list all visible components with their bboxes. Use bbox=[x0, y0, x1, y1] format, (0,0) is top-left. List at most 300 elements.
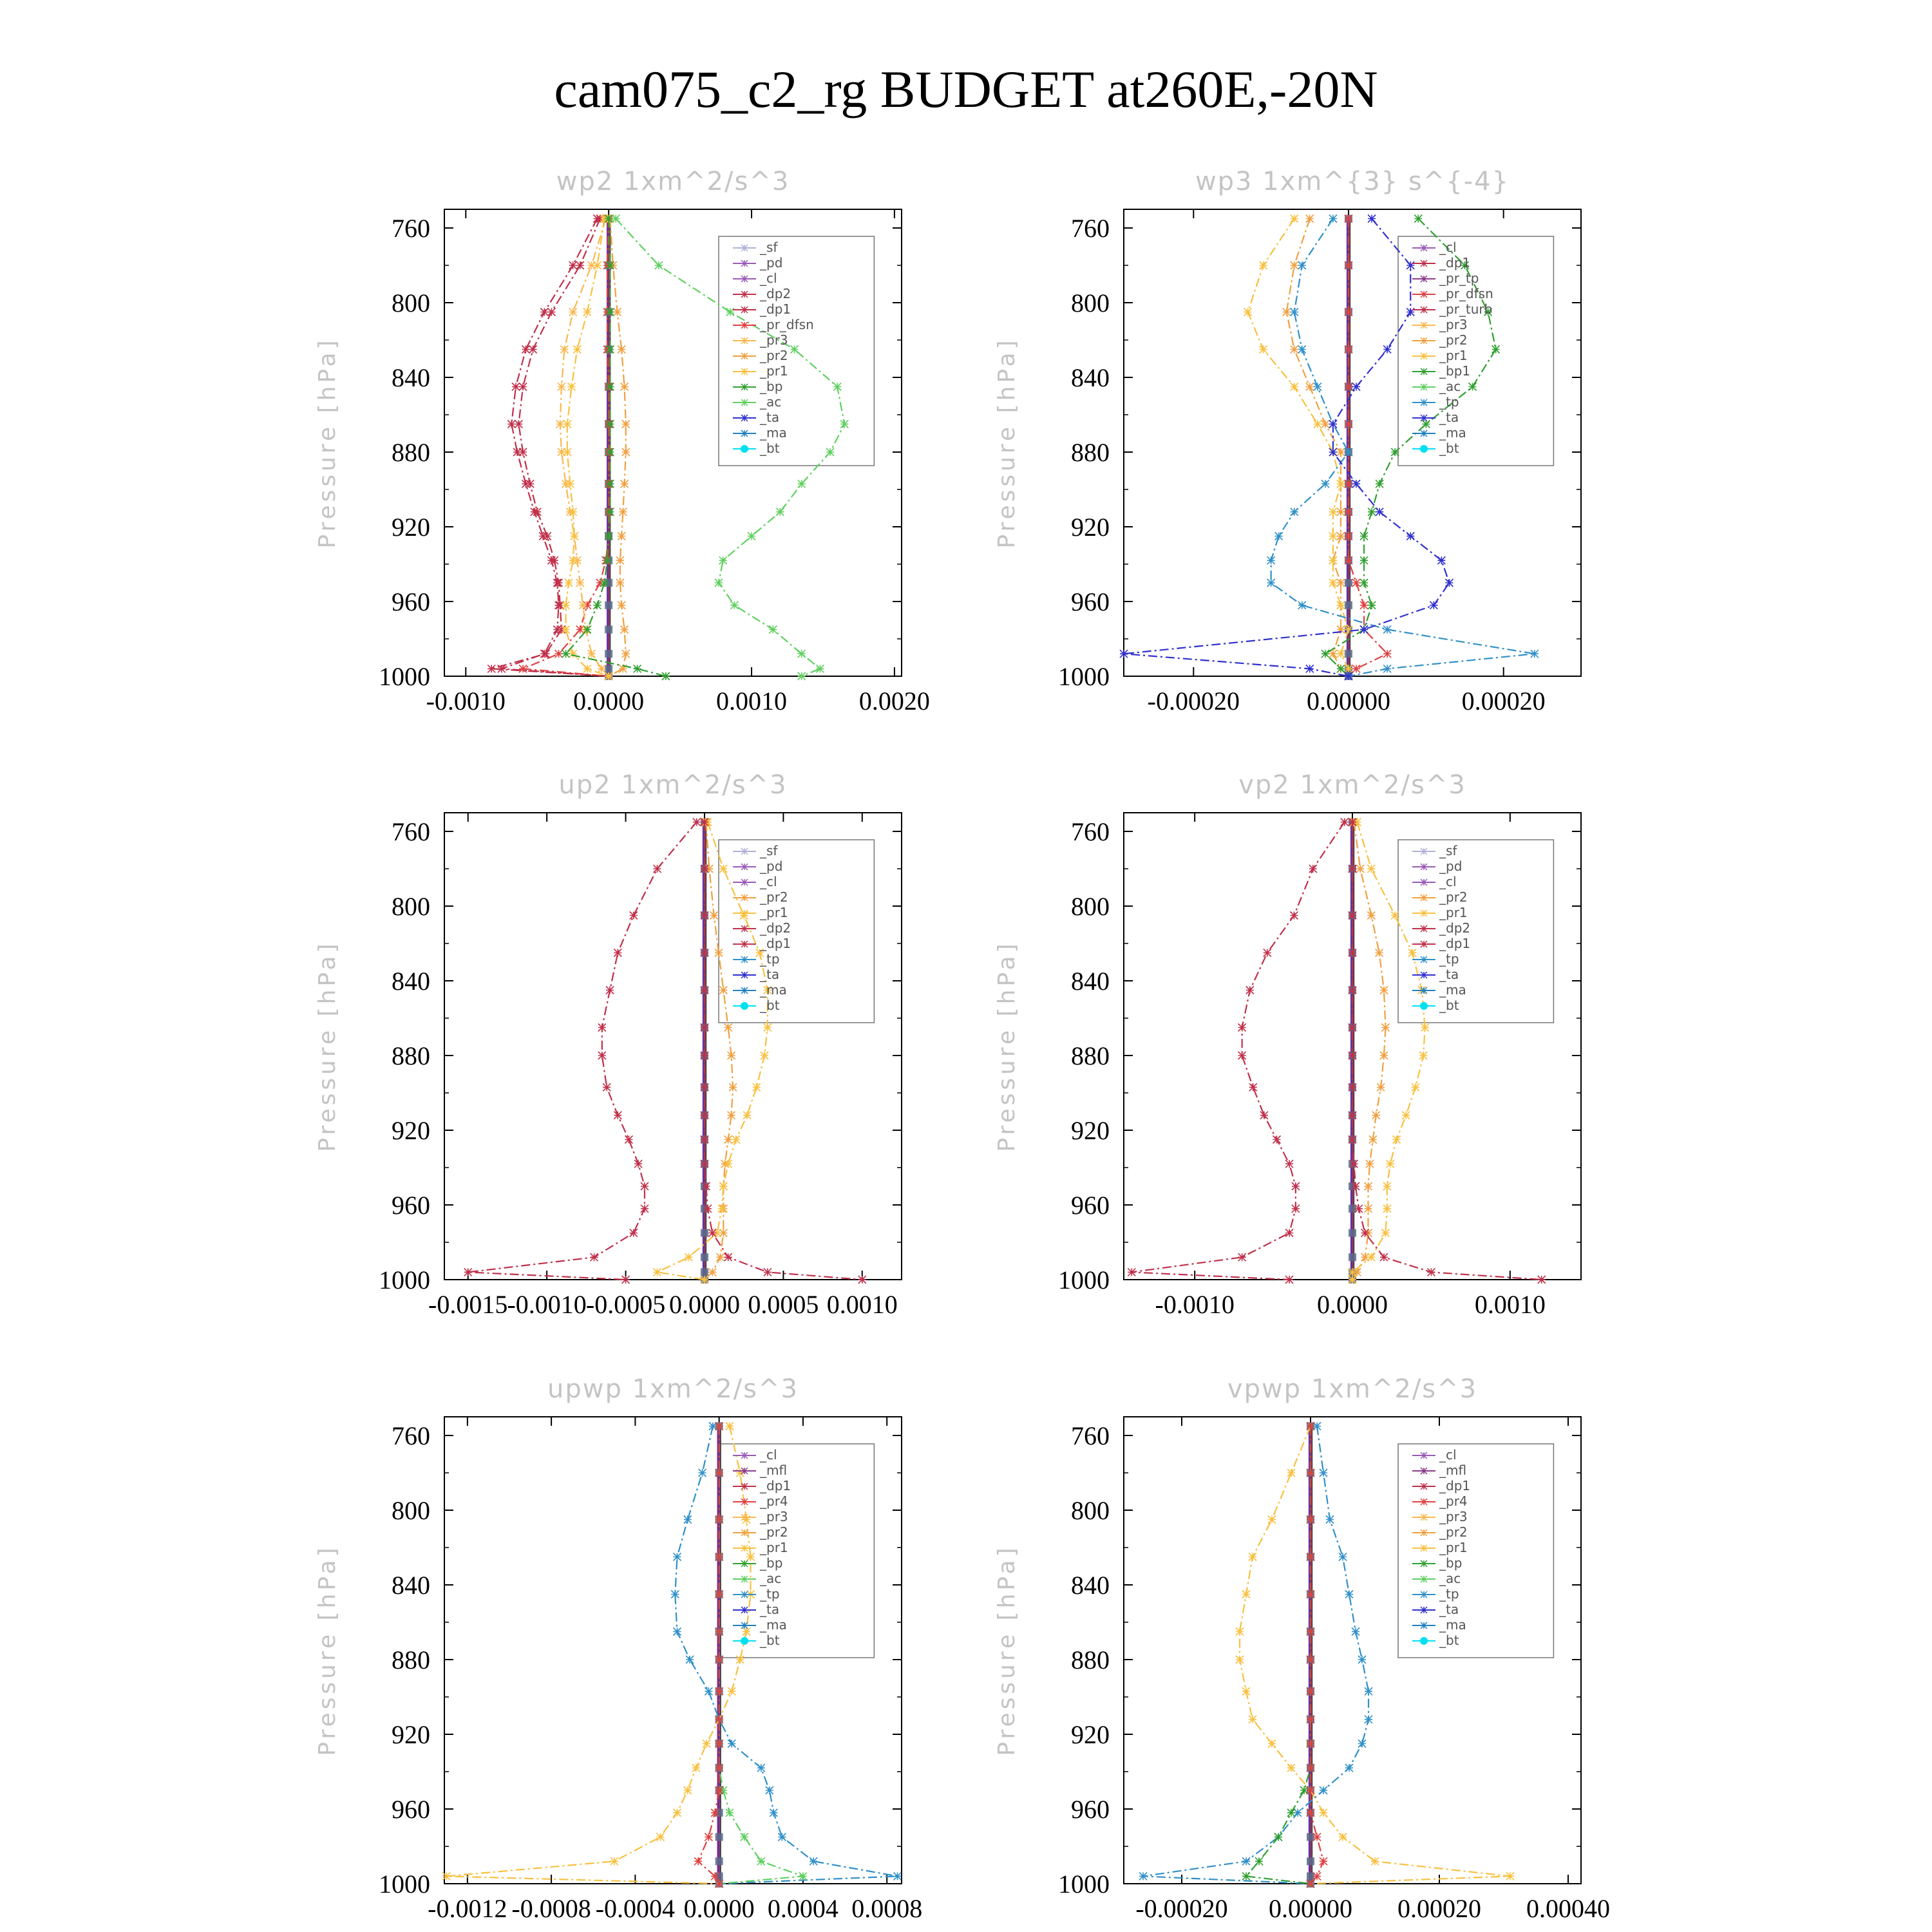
series-ac-point bbox=[757, 1857, 765, 1865]
series-ac-point bbox=[826, 448, 834, 456]
series-pr1-point bbox=[1393, 1136, 1401, 1144]
series-ta-point bbox=[1368, 215, 1376, 223]
series-dp2-point bbox=[701, 865, 708, 873]
legend-entry: _pd bbox=[1439, 858, 1463, 874]
legend-swatch bbox=[741, 445, 748, 453]
series-bp1-point bbox=[1391, 448, 1399, 456]
series-tp-point bbox=[1345, 1764, 1353, 1772]
series-pr3-point bbox=[576, 579, 584, 587]
y-axis-label: Pressure [hPa] bbox=[994, 1544, 1020, 1756]
x-tick-label: 0.0010 bbox=[1474, 1290, 1546, 1319]
series-pr4-point bbox=[711, 1872, 719, 1880]
series-dp1-point bbox=[544, 533, 551, 540]
series-dp2-point bbox=[701, 1083, 708, 1091]
series-tp-point bbox=[1365, 1716, 1372, 1723]
series-pr1-point bbox=[743, 1112, 751, 1119]
series-pr2-point bbox=[715, 949, 723, 957]
legend-swatch bbox=[741, 1607, 748, 1613]
y-tick-label: 840 bbox=[392, 967, 430, 996]
series-pr2-point bbox=[616, 579, 624, 587]
series-dp1-point bbox=[1292, 1205, 1300, 1213]
series-pr1-point bbox=[1506, 1872, 1514, 1880]
series-pr1-point bbox=[703, 1740, 710, 1748]
y-tick-label: 920 bbox=[1071, 513, 1110, 542]
legend-swatch bbox=[741, 879, 748, 886]
y-tick-label: 960 bbox=[392, 587, 430, 616]
series-bp1-point bbox=[1422, 421, 1430, 428]
legend-entry: _bt bbox=[1439, 1633, 1459, 1648]
series-pr1-point bbox=[611, 1857, 618, 1865]
series-ta-point bbox=[1406, 533, 1414, 540]
series-pr1-point bbox=[573, 346, 581, 354]
series-pr1-point bbox=[583, 665, 591, 672]
series-dp1-point bbox=[1285, 1276, 1293, 1283]
series-pr2-point bbox=[618, 533, 625, 540]
series-dp2-point bbox=[1349, 987, 1356, 994]
legend-entry: _pr1 bbox=[1439, 1540, 1468, 1555]
series-bp-point bbox=[606, 421, 614, 428]
legend-entry: _dp2 bbox=[760, 286, 791, 301]
legend-swatch bbox=[741, 1560, 748, 1567]
series-pr2-point bbox=[1337, 579, 1345, 587]
series-pr2-point bbox=[1381, 1024, 1389, 1032]
legend-swatch bbox=[741, 245, 748, 251]
series-pr1-point bbox=[764, 1024, 772, 1032]
series-dp2-point bbox=[1349, 1083, 1356, 1091]
legend-swatch bbox=[741, 415, 748, 421]
legend-entry: _dp2 bbox=[1439, 920, 1471, 936]
series-tp-point bbox=[699, 1469, 706, 1477]
legend-entry: _ta bbox=[760, 967, 780, 982]
series-dp1-point bbox=[598, 1052, 606, 1059]
series-dp2-point bbox=[1355, 1205, 1363, 1213]
series-pr1-point bbox=[1287, 1469, 1295, 1477]
series-dp1-point bbox=[515, 421, 522, 428]
series-pr1-point bbox=[1249, 1553, 1256, 1561]
series-pr_dfsn-point bbox=[1345, 383, 1352, 391]
series-bp-point bbox=[1255, 1857, 1263, 1865]
series-bp-point bbox=[1274, 1833, 1282, 1841]
zero-budget-marker bbox=[701, 1268, 708, 1276]
series-dp2-point bbox=[1350, 1160, 1358, 1168]
legend-entry: _pr1 bbox=[760, 905, 788, 920]
series-pr1-point bbox=[1314, 421, 1321, 428]
y-tick-label: 760 bbox=[1071, 817, 1110, 846]
series-ac-point bbox=[726, 1809, 734, 1817]
series-dp2-point bbox=[701, 1136, 708, 1144]
x-tick-label: -0.0005 bbox=[585, 1290, 666, 1319]
series-pr_dfsn-point bbox=[1345, 508, 1352, 516]
series-pr1-point bbox=[1367, 1253, 1375, 1261]
series-pr4-point bbox=[715, 1880, 723, 1888]
series-pr4-point bbox=[715, 1740, 723, 1748]
series-dp2-point bbox=[701, 1052, 708, 1059]
series-dp1-point bbox=[591, 1253, 598, 1261]
legend-swatch bbox=[1421, 1514, 1427, 1520]
legend-entry: _ma bbox=[760, 425, 787, 440]
legend-swatch bbox=[741, 1514, 748, 1520]
legend-swatch bbox=[1421, 941, 1427, 947]
series-dp2-point bbox=[569, 261, 577, 269]
y-tick-label: 1000 bbox=[379, 1870, 430, 1899]
series-bp-point bbox=[606, 308, 614, 316]
y-tick-label: 920 bbox=[392, 513, 430, 542]
x-tick-label: 0.0020 bbox=[858, 687, 930, 715]
series-dp1-point bbox=[641, 1205, 649, 1213]
series-bp1-point bbox=[1368, 508, 1376, 516]
series-pr1-point bbox=[1345, 626, 1352, 634]
series-pr1-point bbox=[569, 556, 577, 564]
series-pr2-point bbox=[729, 1083, 737, 1091]
series-bp1-point bbox=[1360, 556, 1368, 564]
series-pr1-point bbox=[1408, 949, 1416, 957]
panel-title: wp2 1xm^2/s^3 bbox=[556, 167, 790, 196]
legend-entry: _tp bbox=[1439, 394, 1459, 410]
legend-entry: _dp1 bbox=[760, 936, 791, 951]
series-pr1-point bbox=[685, 1253, 692, 1261]
series-pr1-point bbox=[728, 1687, 735, 1695]
legend-entry: _dp2 bbox=[760, 920, 791, 936]
series-dp2-point bbox=[522, 346, 529, 354]
legend-entry: _bp bbox=[1439, 1555, 1463, 1571]
y-axis-label: Pressure [hPa] bbox=[314, 940, 341, 1152]
legend-swatch bbox=[741, 430, 748, 437]
series-tp-point bbox=[1358, 1656, 1366, 1663]
legend-entry: _dp1 bbox=[1439, 936, 1471, 951]
legend-entry: _tp bbox=[760, 951, 780, 967]
legend-swatch bbox=[741, 368, 748, 375]
y-tick-label: 760 bbox=[1071, 214, 1110, 243]
legend-swatch bbox=[741, 1499, 748, 1505]
series-ac-point bbox=[748, 533, 755, 540]
x-tick-label: -0.0010 bbox=[426, 687, 506, 715]
legend-swatch bbox=[1421, 1483, 1427, 1490]
series-tp-point bbox=[1345, 448, 1352, 456]
series-pr2-line bbox=[1352, 822, 1385, 1280]
legend-swatch bbox=[1421, 430, 1427, 437]
series-pr1-point bbox=[656, 1833, 664, 1841]
legend-swatch bbox=[741, 1483, 748, 1490]
series-ac-point bbox=[798, 672, 806, 680]
series-ac-point bbox=[730, 601, 738, 609]
series-bp1-point bbox=[1414, 215, 1422, 223]
series-dp2-point bbox=[1538, 1276, 1546, 1283]
y-tick-label: 960 bbox=[392, 1795, 430, 1824]
legend-swatch bbox=[1421, 1545, 1427, 1551]
series-pr1-point bbox=[1383, 1205, 1391, 1213]
series-bp-point bbox=[606, 383, 614, 391]
series-ac-point bbox=[726, 308, 734, 316]
series-tp-point bbox=[1345, 1591, 1353, 1598]
series-pr1-point bbox=[719, 1182, 727, 1190]
series-dp1-point bbox=[654, 865, 661, 873]
panel-5 bbox=[314, 1374, 922, 1923]
series-tp-point bbox=[674, 1553, 681, 1561]
series-dp1-point bbox=[1246, 987, 1254, 994]
series-bp-point bbox=[562, 650, 570, 658]
series-ta-point bbox=[1360, 626, 1368, 634]
legend-swatch bbox=[1421, 1530, 1427, 1536]
series-pr1-point bbox=[1329, 579, 1337, 587]
series-bp-point bbox=[603, 556, 611, 564]
series-tp-point bbox=[1321, 480, 1329, 488]
series-pr1-point bbox=[1268, 1740, 1276, 1748]
zero-budget-marker bbox=[715, 1833, 723, 1841]
legend-swatch bbox=[741, 941, 748, 947]
series-dp2-point bbox=[1380, 1253, 1388, 1261]
y-axis-label: Pressure [hPa] bbox=[994, 940, 1020, 1152]
series-pr4-point bbox=[715, 1553, 723, 1561]
series-tp-point bbox=[1383, 665, 1391, 672]
series-pr2-point bbox=[616, 556, 624, 564]
legend-swatch bbox=[1421, 972, 1427, 978]
y-tick-label: 800 bbox=[392, 1496, 430, 1525]
legend-entry: _ta bbox=[1439, 1602, 1459, 1617]
series-pr1-point bbox=[562, 626, 570, 634]
legend-entry: _pr3 bbox=[1439, 1509, 1468, 1524]
series-pr1-point bbox=[1345, 665, 1352, 672]
series-pr1-point bbox=[1367, 865, 1375, 873]
legend-swatch bbox=[741, 1591, 748, 1598]
y-tick-label: 1000 bbox=[379, 1265, 430, 1294]
series-tp-point bbox=[757, 1764, 765, 1772]
y-tick-label: 880 bbox=[1071, 1041, 1110, 1070]
legend-entry: _pr3 bbox=[1439, 317, 1468, 332]
series-dp1-point bbox=[519, 383, 527, 391]
legend-entry: _pr4 bbox=[1439, 1493, 1468, 1509]
panel-title: up2 1xm^2/s^3 bbox=[558, 770, 788, 800]
series-dp1-point bbox=[542, 650, 550, 658]
series-pr1-point bbox=[1349, 1276, 1356, 1283]
legend-entry: _cl bbox=[1439, 874, 1457, 889]
series-tp-point bbox=[1298, 601, 1306, 609]
series-pr_dfsn-point bbox=[1345, 556, 1352, 564]
series-bp-point bbox=[606, 261, 614, 269]
series-bp-point bbox=[606, 346, 614, 354]
series-pr1-point bbox=[1329, 556, 1337, 564]
series-pr2-point bbox=[1337, 508, 1345, 516]
series-pr_dfsn-point bbox=[1383, 650, 1391, 658]
series-dp2-point bbox=[701, 819, 708, 826]
legend-swatch bbox=[741, 399, 748, 406]
legend-swatch bbox=[741, 1622, 748, 1629]
legend-entry: _pr_dfsn bbox=[760, 317, 814, 332]
legend-swatch bbox=[1421, 291, 1427, 298]
y-tick-label: 880 bbox=[1071, 438, 1110, 467]
y-axis-label: Pressure [hPa] bbox=[314, 337, 341, 549]
legend-entry: _dp1 bbox=[1439, 255, 1471, 270]
y-tick-label: 840 bbox=[1071, 363, 1110, 392]
series-dp1-point bbox=[614, 949, 621, 957]
series-pr4-point bbox=[1307, 1628, 1314, 1636]
series-dp2-point bbox=[1349, 819, 1356, 826]
series-dp2-point bbox=[701, 912, 708, 920]
series-pr_dfsn-line bbox=[1349, 219, 1387, 677]
x-tick-label: -0.0010 bbox=[507, 1290, 587, 1319]
series-pr_dfsn-point bbox=[519, 665, 527, 672]
series-dp2-point bbox=[724, 1253, 732, 1261]
series-ac-point bbox=[798, 650, 806, 658]
legend-swatch bbox=[741, 972, 748, 978]
legend-swatch bbox=[741, 895, 748, 901]
legend-entry: _bp bbox=[760, 1555, 783, 1571]
series-dp1-point bbox=[519, 448, 527, 456]
panel-title: upwp 1xm^2/s^3 bbox=[547, 1374, 799, 1404]
legend-swatch bbox=[741, 1002, 748, 1010]
series-dp1-point bbox=[526, 480, 534, 488]
series-pr4-point bbox=[715, 1656, 723, 1663]
series-pr4-point bbox=[694, 1857, 702, 1865]
series-bp1-point bbox=[1368, 601, 1376, 609]
x-tick-label: 0.0000 bbox=[683, 1894, 755, 1923]
legend-swatch bbox=[741, 925, 748, 932]
legend-swatch bbox=[1421, 925, 1427, 932]
legend-entry: _pr2 bbox=[760, 889, 788, 905]
y-tick-label: 960 bbox=[1071, 587, 1110, 616]
series-dp1-point bbox=[622, 1276, 630, 1283]
series-pr1-point bbox=[1391, 912, 1399, 920]
series-pr_dfsn-point bbox=[1345, 421, 1352, 428]
series-bp1-point bbox=[1492, 346, 1500, 354]
y-tick-label: 960 bbox=[1071, 1795, 1110, 1824]
legend-entry: _ma bbox=[1439, 1617, 1466, 1633]
series-bp-point bbox=[1242, 1872, 1250, 1880]
series-ac-point bbox=[776, 508, 784, 516]
series-pr2-point bbox=[1369, 1136, 1377, 1144]
y-tick-label: 920 bbox=[1071, 1116, 1110, 1145]
y-axis-label: Pressure [hPa] bbox=[994, 337, 1020, 549]
series-dp2-point bbox=[1349, 1052, 1356, 1059]
series-pr1-point bbox=[605, 672, 612, 680]
series-dp2-point bbox=[507, 421, 515, 428]
series-bp-point bbox=[606, 480, 614, 488]
legend-entry: _pr3 bbox=[760, 332, 788, 348]
legend-swatch bbox=[1421, 1560, 1427, 1567]
series-tp-line bbox=[1143, 1426, 1368, 1884]
series-tp-point bbox=[1365, 1687, 1372, 1695]
series-pr4-point bbox=[711, 1809, 719, 1817]
legend-swatch bbox=[1421, 879, 1427, 886]
series-dp2-point bbox=[1349, 912, 1356, 920]
series-pr1-point bbox=[1242, 1687, 1250, 1695]
series-dp1-point bbox=[1238, 1253, 1246, 1261]
series-pr1-point bbox=[1337, 650, 1345, 658]
legend-swatch bbox=[1421, 260, 1427, 267]
series-dp1-point bbox=[630, 1229, 638, 1237]
y-tick-label: 1000 bbox=[379, 662, 430, 691]
series-pr1-point bbox=[1244, 308, 1252, 316]
series-dp1-point bbox=[1292, 1182, 1300, 1190]
legend-swatch bbox=[1421, 1622, 1427, 1629]
series-tp-point bbox=[770, 1809, 777, 1817]
series-dp1-point bbox=[630, 912, 638, 920]
series-tp-point bbox=[810, 1857, 817, 1865]
legend-swatch bbox=[741, 276, 748, 282]
series-dp2-point bbox=[1349, 1112, 1356, 1119]
series-pr4-point bbox=[715, 1687, 723, 1695]
series-dp1-point bbox=[1273, 1136, 1280, 1144]
series-tp-point bbox=[1291, 508, 1298, 516]
legend-entry: _pr1 bbox=[1439, 348, 1468, 363]
series-pr1-point bbox=[1291, 383, 1298, 391]
series-pr1-point bbox=[743, 1628, 750, 1636]
series-tp-point bbox=[1320, 1786, 1327, 1794]
series-dp1-point bbox=[1260, 1112, 1268, 1119]
series-pr4-point bbox=[715, 1764, 723, 1772]
legend-swatch bbox=[741, 1530, 748, 1536]
series-dp1-point bbox=[529, 346, 537, 354]
legend-swatch bbox=[1421, 895, 1427, 901]
series-pr3-point bbox=[579, 601, 587, 609]
legend-entry: _pr3 bbox=[760, 1509, 788, 1524]
legend-swatch bbox=[741, 307, 748, 313]
series-pr4-point bbox=[1313, 1872, 1321, 1880]
series-pr1-point bbox=[1268, 1516, 1276, 1524]
series-ta-point bbox=[1345, 672, 1352, 680]
series-pr3-point bbox=[560, 346, 568, 354]
series-tp-point bbox=[766, 1786, 773, 1794]
series-pr2-point bbox=[710, 912, 718, 920]
series-dp2-point bbox=[701, 987, 708, 994]
legend-swatch bbox=[1420, 1637, 1428, 1645]
x-tick-label: 0.0004 bbox=[767, 1894, 838, 1923]
series-pr1-point bbox=[1381, 1229, 1389, 1237]
series-tp-point bbox=[1531, 650, 1539, 658]
series-dp1-point bbox=[634, 1160, 642, 1168]
series-ta-point bbox=[1406, 261, 1414, 269]
series-pr1-point bbox=[1329, 508, 1337, 516]
series-pr4-point bbox=[1307, 1740, 1314, 1748]
series-pr1-point bbox=[732, 1136, 740, 1144]
x-tick-label: 0.00020 bbox=[1461, 687, 1546, 715]
series-pr2-point bbox=[1306, 383, 1314, 391]
legend-entry: _ac bbox=[1439, 1571, 1461, 1586]
legend-entry: _tp bbox=[1439, 1586, 1459, 1602]
series-ta-point bbox=[1329, 421, 1337, 428]
series-pr1-point bbox=[1249, 1716, 1256, 1723]
series-bp-point bbox=[634, 665, 641, 672]
legend-swatch bbox=[741, 1576, 748, 1582]
series-dp2-point bbox=[764, 1268, 772, 1276]
series-tp-point bbox=[674, 1628, 681, 1636]
series-pr1-point bbox=[674, 1809, 681, 1817]
y-tick-label: 1000 bbox=[1058, 1870, 1110, 1899]
x-tick-label: 0.0010 bbox=[826, 1290, 898, 1319]
series-pr1-point bbox=[654, 1268, 661, 1276]
panel-6 bbox=[994, 1374, 1610, 1923]
panel-2 bbox=[994, 167, 1581, 715]
series-pr4-point bbox=[1313, 1833, 1321, 1841]
series-pr1-point bbox=[571, 533, 578, 540]
zero-budget-marker bbox=[1349, 1253, 1356, 1261]
series-pr1-point bbox=[1387, 1160, 1394, 1168]
zero-budget-marker bbox=[605, 626, 612, 634]
series-pr1-point bbox=[1242, 1591, 1250, 1598]
x-tick-label: 0.0008 bbox=[851, 1894, 923, 1923]
series-tp-point bbox=[1358, 1740, 1366, 1748]
series-bp-line bbox=[1246, 1426, 1311, 1884]
series-dp1-point bbox=[625, 1136, 632, 1144]
series-pr1-point bbox=[747, 1553, 755, 1561]
series-pr2-point bbox=[1337, 448, 1345, 456]
series-pr2-point bbox=[1364, 1182, 1372, 1190]
y-tick-label: 880 bbox=[1071, 1645, 1110, 1674]
legend-entry: _bt bbox=[760, 998, 780, 1013]
series-dp2-point bbox=[1349, 1136, 1356, 1144]
series-pr1-point bbox=[1337, 480, 1345, 488]
legend-swatch bbox=[741, 260, 748, 267]
series-pr4-point bbox=[1307, 1716, 1314, 1723]
